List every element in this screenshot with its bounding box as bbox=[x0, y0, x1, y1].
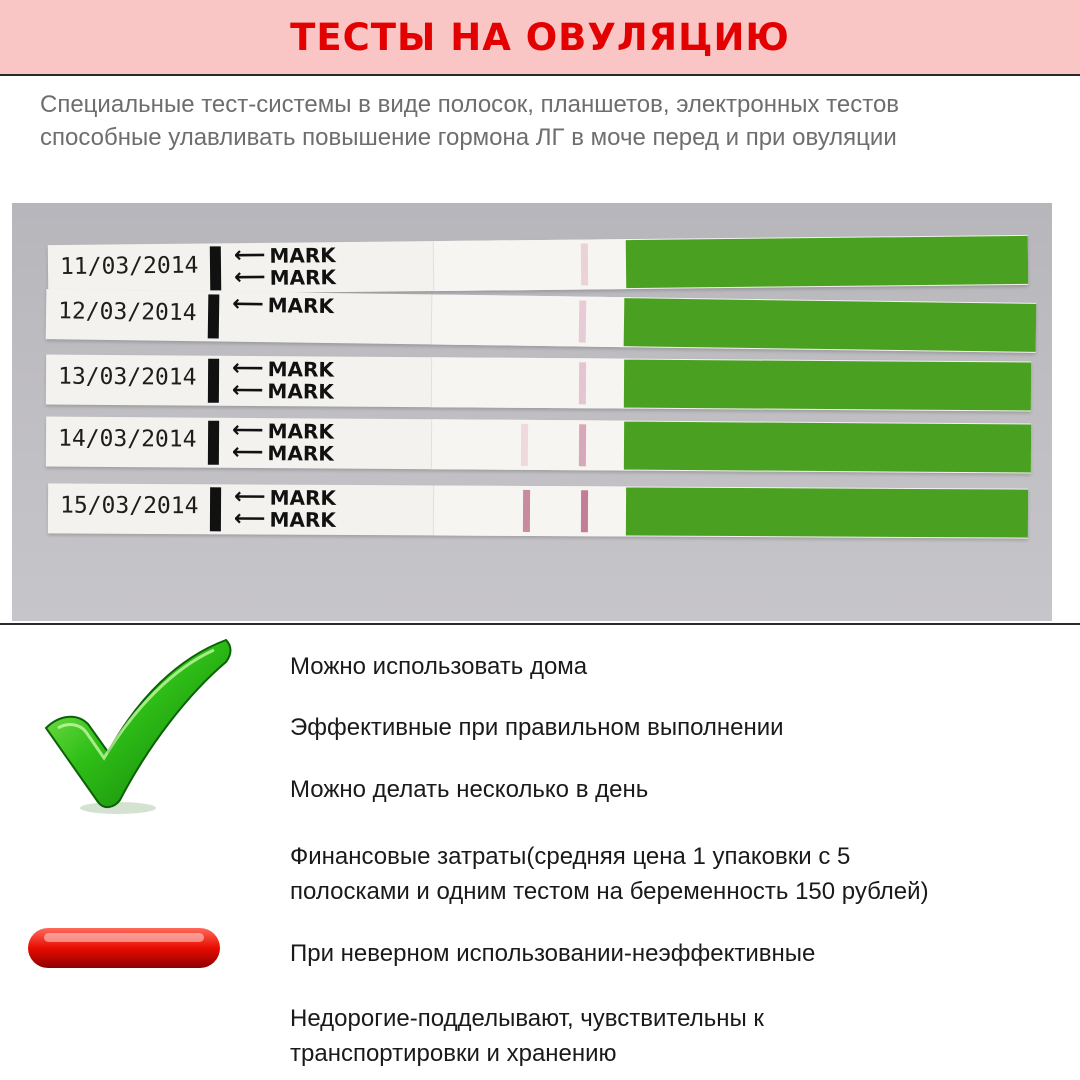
strip-test-window bbox=[433, 485, 633, 536]
strip-date: 15/03/2014 bbox=[59, 492, 199, 520]
test-line bbox=[523, 490, 530, 532]
mark-text: MARK bbox=[269, 265, 337, 290]
con-item: При неверном использовании-неэффективные bbox=[290, 940, 816, 967]
strip-test-window bbox=[433, 239, 634, 291]
strip-date: 13/03/2014 bbox=[57, 363, 197, 391]
arrow-left-icon: ⟵ bbox=[231, 439, 264, 466]
arrow-left-icon: ⟵ bbox=[232, 291, 264, 318]
green-checkmark-icon bbox=[38, 636, 238, 818]
pro-item: Эффективные при правильном выполнении bbox=[290, 714, 784, 741]
mark-label bbox=[232, 291, 362, 319]
ovulation-test-strips-photo bbox=[12, 203, 1052, 621]
test-strip bbox=[46, 355, 1031, 412]
strip-handle bbox=[624, 360, 1031, 411]
strip-handle bbox=[624, 422, 1031, 473]
strip-date: 12/03/2014 bbox=[57, 298, 197, 327]
mark-text: MARK bbox=[267, 441, 334, 466]
con-item: транспортировки и хранению bbox=[290, 1040, 617, 1067]
strip-test-window bbox=[431, 419, 631, 470]
strip-handle bbox=[626, 236, 1028, 288]
header-banner bbox=[0, 0, 1080, 76]
page-title: ТЕСТЫ НА ОВУЛЯЦИЮ bbox=[290, 15, 790, 59]
strip-test-window bbox=[431, 357, 631, 408]
strip-test-window bbox=[431, 294, 632, 347]
strip-black-bar bbox=[210, 246, 221, 290]
strip-black-bar bbox=[208, 359, 219, 403]
intro-line-2: способные улавливать повышение гормона ЛГ в моче перед и при овуляции bbox=[40, 124, 897, 151]
strip-handle bbox=[626, 487, 1028, 537]
test-line bbox=[579, 362, 586, 404]
arrow-left-icon: ⟵ bbox=[233, 242, 266, 269]
mark-text: MARK bbox=[269, 243, 336, 268]
arrow-left-icon: ⟵ bbox=[232, 417, 264, 444]
mark-label bbox=[234, 266, 364, 289]
con-item: Финансовые затраты(средняя цена 1 упаковки с 5 bbox=[290, 843, 851, 870]
mark-label bbox=[234, 244, 364, 267]
strip-black-bar bbox=[208, 421, 219, 465]
test-line bbox=[581, 243, 588, 285]
strip-black-bar bbox=[208, 294, 220, 338]
strip-date: 11/03/2014 bbox=[59, 252, 199, 281]
arrow-left-icon: ⟵ bbox=[233, 264, 266, 291]
arrow-left-icon: ⟵ bbox=[231, 377, 264, 404]
intro-text bbox=[40, 88, 1060, 154]
mark-text: MARK bbox=[269, 485, 336, 510]
strip-date: 14/03/2014 bbox=[57, 425, 197, 453]
test-line bbox=[579, 424, 586, 466]
strip-handle bbox=[624, 298, 1037, 352]
intro-line-1: Специальные тест-системы в виде полосок, планшетов, электронных тестов bbox=[40, 91, 900, 118]
test-line bbox=[521, 424, 528, 466]
test-line bbox=[581, 490, 588, 532]
con-item: полосками и одним тестом на беременность 150 рублей) bbox=[290, 878, 929, 905]
test-strip bbox=[46, 289, 1037, 353]
strip-black-bar bbox=[210, 487, 221, 531]
pro-item: Можно делать несколько в день bbox=[290, 776, 649, 803]
mark-text: MARK bbox=[267, 379, 334, 404]
test-line bbox=[579, 301, 587, 343]
mark-label bbox=[231, 439, 362, 466]
arrow-left-icon: ⟵ bbox=[234, 484, 266, 510]
red-minus-icon bbox=[26, 924, 222, 974]
mark-label bbox=[234, 508, 364, 531]
test-strip bbox=[48, 483, 1028, 538]
con-item: Недорогие-подделывают, чувствительны к bbox=[290, 1005, 764, 1032]
mark-text: MARK bbox=[267, 293, 335, 319]
pro-item: Можно использовать дома bbox=[290, 653, 588, 680]
test-strip bbox=[48, 235, 1028, 295]
mark-text: MARK bbox=[267, 357, 335, 382]
section-divider bbox=[0, 623, 1080, 625]
arrow-left-icon: ⟵ bbox=[233, 506, 266, 532]
mark-text: MARK bbox=[269, 507, 336, 532]
mark-text: MARK bbox=[267, 419, 335, 444]
arrow-left-icon: ⟵ bbox=[232, 355, 264, 382]
mark-label bbox=[231, 377, 362, 404]
test-strip bbox=[46, 417, 1031, 474]
